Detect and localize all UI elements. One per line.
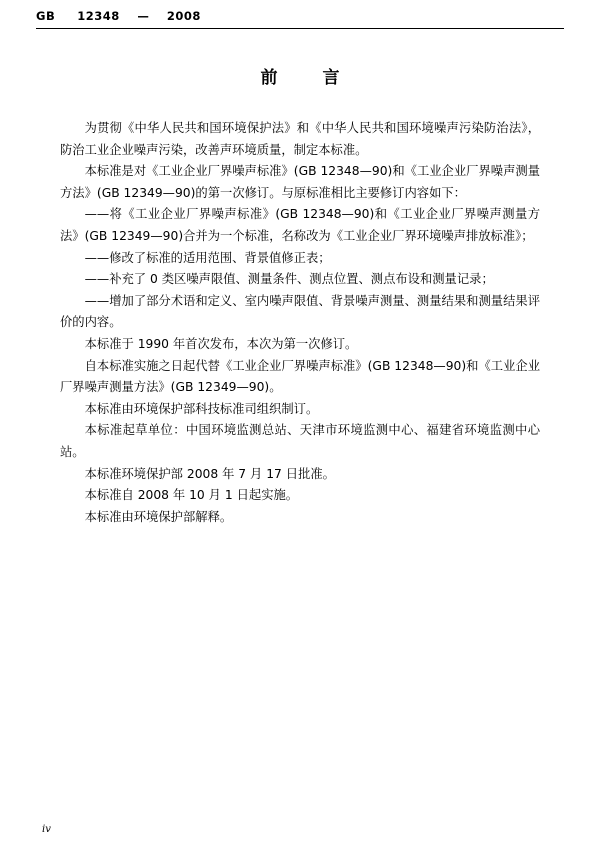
paragraph: ——将《工业企业厂界噪声标准》(GB 12348—90)和《工业企业厂界噪声测量方法》(GB 12349—90)合并为一个标准，名称改为《工业企业厂界环境噪声排放标准》； — [60, 207, 540, 243]
paragraph: ——补充了 0 类区噪声限值、测量条件、测点位置、测点布设和测量记录； — [84, 272, 494, 287]
page-number: iv — [42, 824, 51, 835]
paragraph: ——增加了部分术语和定义、室内噪声限值、背景噪声测量、测量结果和测量结果评价的内容。 — [60, 293, 540, 330]
paragraph: 为贯彻《中华人民共和国环境保护法》和《中华人民共和国环境噪声污染防治法》，防治工业企业噪声污染，改善声环境质量，制定本标准。 — [60, 121, 540, 157]
paragraph: 本标准环境保护部 2008 年 7 月 17 日批准。 — [84, 466, 335, 481]
standard-number: 12348 — [77, 9, 120, 23]
standard-dash: — — [137, 9, 150, 23]
standard-code: GB — [36, 9, 56, 23]
header-divider — [36, 28, 564, 29]
paragraph: 本标准由环境保护部科技标准司组织制订。 — [84, 401, 319, 416]
page-header — [36, 9, 201, 23]
paragraph: ——修改了标准的适用范围、背景值修正表； — [84, 250, 331, 265]
paragraph: 本标准是对《工业企业厂界噪声标准》(GB 12348—90)和《工业企业厂界噪声测量方法》(GB 12349—90)的第一次修订。与原标准相比主要修订内容如下： — [60, 164, 540, 200]
paragraph: 本标准由环境保护部解释。 — [84, 509, 233, 524]
foreword-body — [60, 118, 540, 528]
paragraph: 本标准自 2008 年 10 月 1 日起实施。 — [84, 488, 299, 503]
page-title: 前 言 — [260, 68, 354, 88]
paragraph: 本标准起草单位：中国环境监测总站、天津市环境监测中心、福建省环境监测中心站。 — [60, 423, 540, 459]
paragraph: 本标准于 1990 年首次发布，本次为第一次修订。 — [84, 336, 358, 351]
paragraph: 自本标准实施之日起代替《工业企业厂界噪声标准》(GB 12348—90)和《工业企业厂界噪声测量方法》(GB 12349—90)。 — [60, 358, 540, 395]
standard-year: 2008 — [166, 9, 201, 23]
